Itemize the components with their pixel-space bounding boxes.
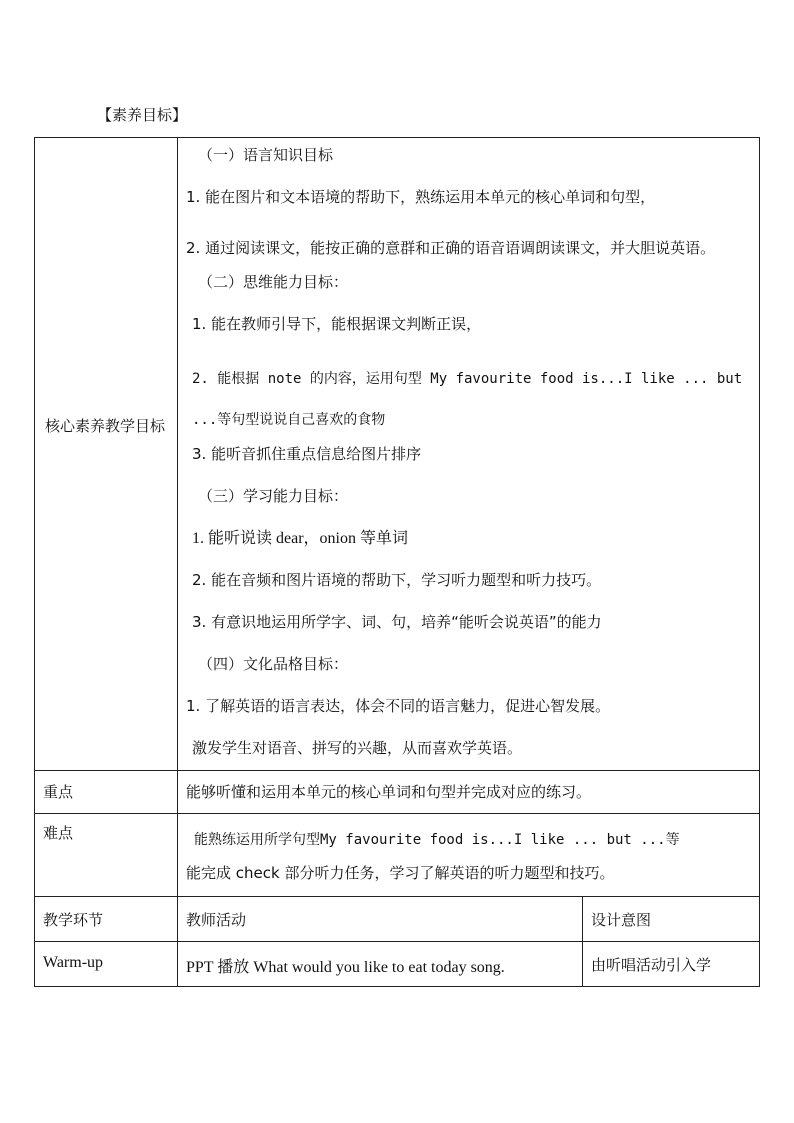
- key-point-content: 能够听懂和运用本单元的核心单词和句型并完成对应的练习。: [178, 771, 760, 814]
- core-goals-label: 核心素养教学目标: [35, 138, 178, 771]
- warm-up-stage: Warm-up: [35, 942, 178, 987]
- goal-line: 1. 能在图片和文本语境的帮助下，熟练运用本单元的核心单词和句型，: [186, 188, 656, 206]
- lesson-plan-table: [34, 137, 760, 987]
- key-point-label: 重点: [35, 771, 178, 814]
- goal-heading-language: （一）语言知识目标: [198, 146, 334, 164]
- table-header-row: [35, 897, 760, 942]
- goal-line: 2. 能根据 note 的内容，运用句型 My favourite food is...I like ... but ...等句型说说自己喜欢的食物: [192, 371, 743, 428]
- key-point-row: [35, 771, 760, 814]
- difficulty-line: 能熟练运用所学句型My favourite food is...I like ... but ...等: [194, 832, 680, 848]
- goal-heading-culture: （四）文化品格目标：: [198, 655, 349, 673]
- difficulty-row: [35, 814, 760, 897]
- header-stage: 教学环节: [35, 897, 178, 942]
- goal-line: 1. 了解英语的语言表达，体会不同的语言魅力，促进心智发展。: [186, 697, 611, 715]
- goal-line: 1. 能在教师引导下，能根据课文判断正误，: [192, 315, 482, 333]
- goal-line: 2. 通过阅读课文，能按正确的意群和正确的语音语调朗读课文，并大胆说英语。: [186, 239, 716, 257]
- warm-up-intent: 由听唱活动引入学: [583, 942, 760, 987]
- goal-line: 激发学生对语音、拼写的兴趣，从而喜欢学英语。: [192, 739, 523, 757]
- goal-line: 1. 能听说读 dear，onion 等单词: [192, 530, 408, 547]
- difficulty-label: 难点: [35, 814, 178, 897]
- section-title: 【素养目标】: [97, 106, 188, 124]
- core-goals-content: [178, 138, 760, 771]
- header-teacher-activity: 教师活动: [178, 897, 583, 942]
- difficulty-content: [178, 814, 760, 897]
- goal-heading-thinking: （二）思维能力目标：: [198, 273, 349, 291]
- goal-line: 3. 有意识地运用所学字、词、句，培养“能听会说英语”的能力: [192, 613, 602, 631]
- warm-up-row: [35, 942, 760, 987]
- difficulty-line: 能完成 check 部分听力任务，学习了解英语的听力题型和技巧。: [186, 864, 615, 882]
- core-goals-row: [35, 138, 760, 771]
- goal-heading-learning: （三）学习能力目标：: [198, 487, 349, 505]
- warm-up-activity: PPT 播放 What would you like to eat today song.: [178, 942, 583, 987]
- goal-line: 2. 能在音频和图片语境的帮助下，学习听力题型和听力技巧。: [192, 571, 602, 589]
- header-design-intent: 设计意图: [583, 897, 760, 942]
- goal-line: 3. 能听音抓住重点信息给图片排序: [192, 445, 422, 463]
